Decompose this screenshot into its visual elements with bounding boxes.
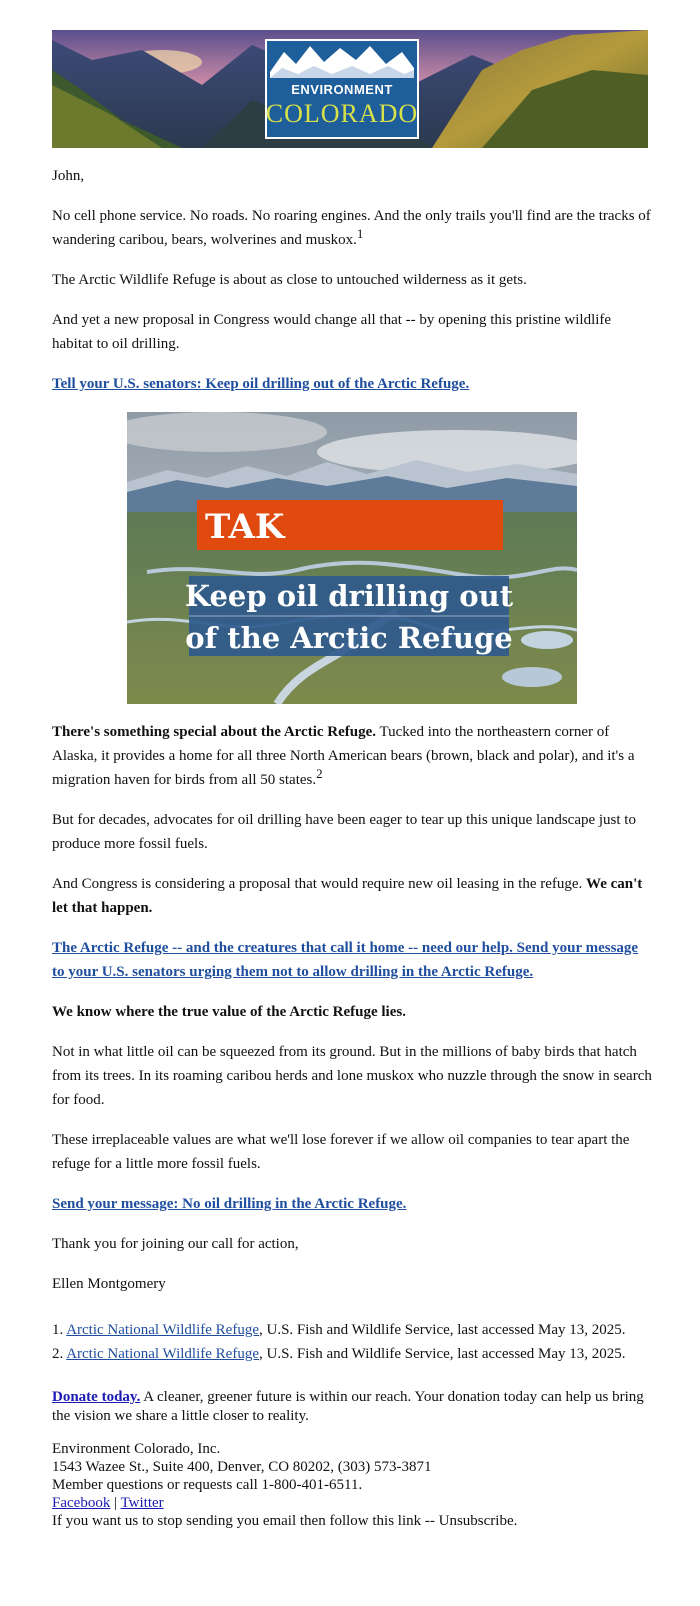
- paragraph-true-value: We know where the true value of the Arctic Refuge lies.: [52, 1004, 406, 1020]
- footer-address: 1543 Wazee St., Suite 400, Denver, CO 80202, (303) 573-3871: [52, 1459, 432, 1475]
- footer: [52, 1440, 652, 1530]
- footer-unsubscribe[interactable]: If you want us to stop sending you email then follow this link -- Unsubscribe.: [52, 1513, 518, 1529]
- donate-block: [52, 1388, 652, 1426]
- paragraph-decades: But for decades, advocates for oil drilling have been eager to tear up this unique landscape just to produce more fossil fuels.: [52, 812, 636, 852]
- hero-line2: of the Arctic Refuge: [185, 621, 513, 655]
- footnote-marker-2: 2: [316, 766, 323, 781]
- reference-item: [52, 1318, 652, 1342]
- footer-social: [52, 1494, 652, 1512]
- paragraph-proposal: And yet a new proposal in Congress would change all that -- by opening this pristine wildlife habitat to oil drilling.: [52, 312, 612, 352]
- donate-text: A cleaner, greener future is within our reach. Your donation today can help us bring the vision we share a little closer to reality.: [52, 1389, 644, 1424]
- email-body: [52, 164, 652, 1530]
- reference-number: 1.: [52, 1322, 64, 1338]
- reference-item: [52, 1342, 652, 1366]
- paragraph-special: [52, 720, 652, 792]
- paragraph-irreplaceable: These irreplaceable values are what we'll lose forever if we allow oil companies to tear apart the refuge for a little more fossil fuels.: [52, 1132, 630, 1172]
- cta-link-help[interactable]: The Arctic Refuge -- and the creatures that call it home -- need our help. Send your message to your U.S. senators urging them not to allow drilling in the Arctic Refuge.: [52, 940, 639, 980]
- reference-link[interactable]: Arctic National Wildlife Refuge: [66, 1322, 259, 1338]
- facebook-link[interactable]: Facebook: [52, 1495, 111, 1511]
- reference-text: , U.S. Fish and Wildlife Service, last accessed May 13, 2025.: [259, 1346, 626, 1362]
- paragraph-intro: [52, 204, 652, 252]
- twitter-link[interactable]: Twitter: [120, 1495, 164, 1511]
- header-banner: [52, 30, 648, 148]
- references: [52, 1318, 652, 1366]
- environment-colorado-logo[interactable]: [266, 40, 418, 138]
- paragraph-special-text: Tucked into the northeastern corner of Alaska, it provides a home for all three North American bears (brown, black and polar), and it's a migration haven for birds from all 50 states.: [52, 724, 635, 788]
- reference-number: 2.: [52, 1346, 64, 1362]
- signature: Ellen Montgomery: [52, 1276, 166, 1292]
- mountain-banner-image: [52, 30, 648, 148]
- paragraph-congress-bold: We can't let that happen.: [52, 876, 643, 916]
- footer-member: Member questions or requests call 1-800-401-6511.: [52, 1477, 363, 1493]
- arctic-refuge-photo: [127, 412, 577, 704]
- paragraph-special-bold: There's something special about the Arctic Refuge.: [52, 724, 377, 740]
- hero-image[interactable]: [127, 412, 577, 704]
- donate-link[interactable]: Donate today.: [52, 1389, 141, 1405]
- paragraph-oil: Not in what little oil can be squeezed from its ground. But in the millions of baby birds that hatch from its trees. In its roaming caribou herds and lone muskox who nuzzle through the snow in search for food.: [52, 1044, 652, 1108]
- reference-text: , U.S. Fish and Wildlife Service, last accessed May 13, 2025.: [259, 1322, 626, 1338]
- paragraph-congress: [52, 872, 652, 920]
- reference-link[interactable]: Arctic National Wildlife Refuge: [66, 1346, 259, 1362]
- paragraph-congress-text: And Congress is considering a proposal that would require new oil leasing in the refuge.: [52, 876, 587, 892]
- hero-tag-text: TAK: [205, 507, 285, 547]
- logo-line1: ENVIRONMENT: [291, 82, 393, 97]
- hero-line1: Keep oil drilling out: [184, 579, 514, 613]
- greeting: John,: [52, 168, 85, 184]
- logo-line2: COLORADO: [265, 99, 419, 128]
- paragraph-wilderness: The Arctic Wildlife Refuge is about as close to untouched wilderness as it gets.: [52, 272, 527, 288]
- social-separator: |: [110, 1495, 121, 1511]
- cta-link-senators[interactable]: Tell your U.S. senators: Keep oil drilling out of the Arctic Refuge.: [52, 376, 470, 392]
- paragraph-intro-text: No cell phone service. No roads. No roaring engines. And the only trails you'll find are the tracks of wandering caribou, bears, wolverines and muskox.: [52, 208, 651, 248]
- footer-org: Environment Colorado, Inc.: [52, 1441, 221, 1457]
- cta-link-send-message[interactable]: Send your message: No oil drilling in the Arctic Refuge.: [52, 1196, 407, 1212]
- footnote-marker-1: 1: [356, 226, 364, 241]
- closing: Thank you for joining our call for action,: [52, 1236, 299, 1252]
